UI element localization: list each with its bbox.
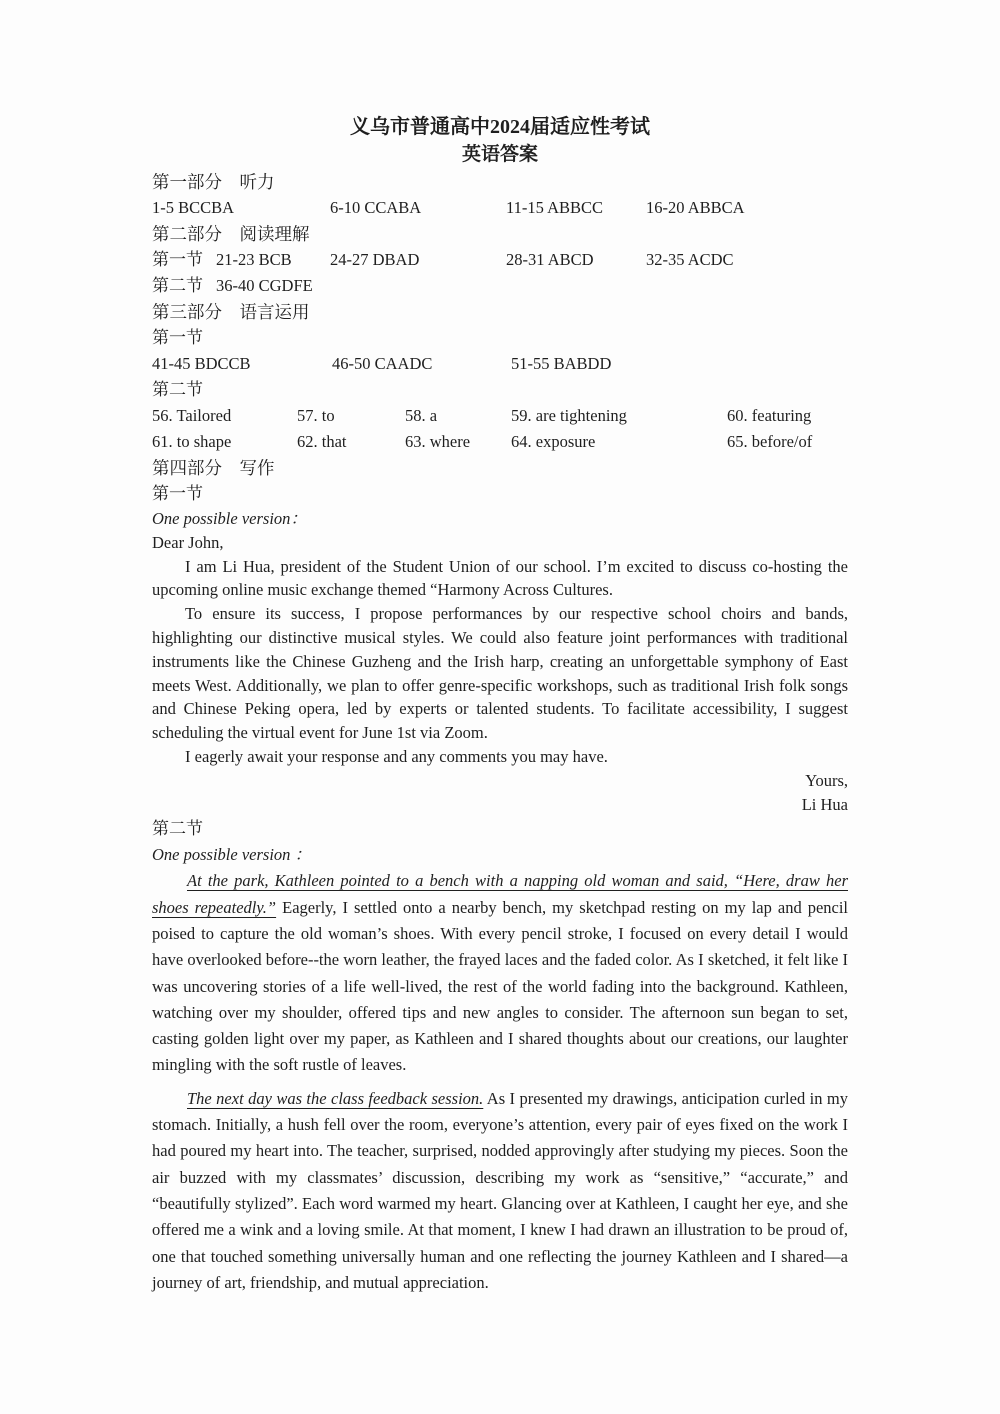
writing-task1-model-letter [152, 507, 848, 816]
grammar-fill-answers-row-1 [152, 403, 848, 429]
story-paragraph [152, 1086, 848, 1296]
section-label: 第一节 [152, 484, 203, 503]
letter-paragraph: I am Li Hua, president of the Student Union of our school. I’m excited to discuss co-hosting the upcoming online music exchange themed “Harmony Across Cultures. [152, 556, 848, 600]
answer-item: 57. to [297, 406, 335, 425]
answer-group: 36-40 CGDFE [216, 276, 313, 295]
story-prompt-sentence: At the park, Kathleen pointed to a bench with a napping old woman and said, “Here, draw her shoes repeatedly.” [152, 871, 848, 917]
model-version-label: One possible version ： [152, 845, 312, 865]
page-subtitle: 英语答案 [461, 144, 538, 165]
section-label: 第一节 [152, 250, 203, 269]
answer-item: 63. where [405, 432, 471, 451]
answer-group: 41-45 BDCCB [152, 354, 251, 373]
story-paragraph-text: As I presented my drawings, anticipation curled in my stomach. Initially, a hush fell over the room, everyone’s attention, every pair of eyes fixed on the work I had poured my heart into. The teacher, surprised, nodded approvingly after studying my pieces. Soon the air buzzed with my classmates’ discussion, describing my work as “sensitive,” “accurate,” and “beautifully stylized”. Each word warmed my heart. Glancing over at Kathleen, I caught her eye, and she offered me a wink and a loving smile. At that moment, I knew I had drawn an illustration to be proud of, one that touched something universally human and one reflecting the journey Kathleen and I shared—a journey of art, friendship, and mutual appreciation. [152, 1088, 848, 1292]
section-label: 第一节 [152, 328, 203, 347]
letter-paragraph: To ensure its success, I propose performances by our respective school choirs and bands, highlighting our distinctive musical styles. We could also feature joint performances with traditional instruments like the Chinese Guzheng and the Irish harp, creating an unforgettable symphony of East meets West. Additionally, we plan to offer genre-specific workshops, such as traditional Irish folk songs and Chinese Peking opera, led by experts or talented students. To facilitate accessibility, I suggest scheduling the virtual event for June 1st via Zoom. [152, 604, 848, 743]
writing-section1-label-row [152, 481, 848, 507]
section-label: 第二节 [152, 380, 203, 399]
reading-section1-answers-row [152, 247, 848, 273]
answer-item: 56. Tailored [152, 406, 232, 425]
answer-group: 16-20 ABBCA [646, 198, 745, 217]
grammar-fill-answers-row-2 [152, 429, 848, 455]
answer-group: 51-55 BABDD [511, 354, 612, 373]
answer-group: 11-15 ABBCC [506, 198, 604, 217]
section-label: 第二节 [152, 819, 203, 839]
letter-closing: Yours, [805, 770, 848, 790]
answer-item: 59. are tightening [511, 406, 627, 425]
section-label: 第二节 [152, 276, 203, 295]
part1-heading: 第一部分 听力 [152, 172, 275, 192]
writing-section2-label-row [152, 816, 848, 842]
language-use-section1-label-row [152, 325, 848, 351]
answer-item: 64. exposure [511, 432, 596, 451]
answer-group: 32-35 ACDC [646, 250, 734, 269]
answer-group: 6-10 CCABA [330, 198, 422, 217]
answer-group: 24-27 DBAD [330, 250, 420, 269]
story-paragraph [152, 868, 848, 1078]
answer-item: 61. to shape [152, 432, 232, 451]
part2-heading: 第二部分 阅读理解 [152, 224, 310, 244]
answer-group: 21-23 BCB [216, 250, 292, 269]
part3-heading: 第三部分 语言运用 [152, 302, 310, 322]
language-use-section2-label-row [152, 377, 848, 403]
answer-item: 65. before/of [727, 432, 813, 451]
letter-salutation: Dear John, [152, 532, 224, 552]
answer-item: 58. a [405, 406, 438, 425]
story-prompt-sentence: The next day was the class feedback session. [187, 1088, 484, 1108]
answer-item: 62. that [297, 432, 347, 451]
answer-group: 46-50 CAADC [332, 354, 433, 373]
answer-group: 1-5 BCCBA [152, 198, 235, 217]
model-version-label: One possible version： [152, 509, 307, 528]
answer-group: 28-31 ABCD [506, 250, 594, 269]
letter-signature: Li Hua [801, 794, 848, 814]
cloze-answers-row [152, 351, 848, 377]
writing-task2-model-story [152, 816, 848, 1296]
story-paragraph-text: Eagerly, I settled onto a nearby bench, my sketchpad resting on my lap and pencil poised to capture the old woman’s shoes. With every pencil stroke, I focused on every detail I would have overlooked before--the worn leather, the frayed laces and the faded color. As I sketched, it felt like I was uncovering stories of a life well-lived, the rest of the world fading into the background. Kathleen, watching over my shoulder, offered tips and new angles to consider. The afternoon sun began to set, casting golden light over my paper, as Kathleen and I shared thoughts about our creations, our laughter mingling with the soft rustle of leaves. [152, 897, 849, 1075]
listening-answers-row [152, 195, 848, 221]
answer-item: 60. featuring [727, 406, 812, 425]
part4-heading: 第四部分 写作 [152, 458, 275, 478]
letter-paragraph: I eagerly await your response and any comments you may have. [185, 746, 608, 766]
page-title: 义乌市普通高中2024届适应性考试 [350, 116, 650, 138]
reading-section2-answers-row [152, 273, 848, 299]
